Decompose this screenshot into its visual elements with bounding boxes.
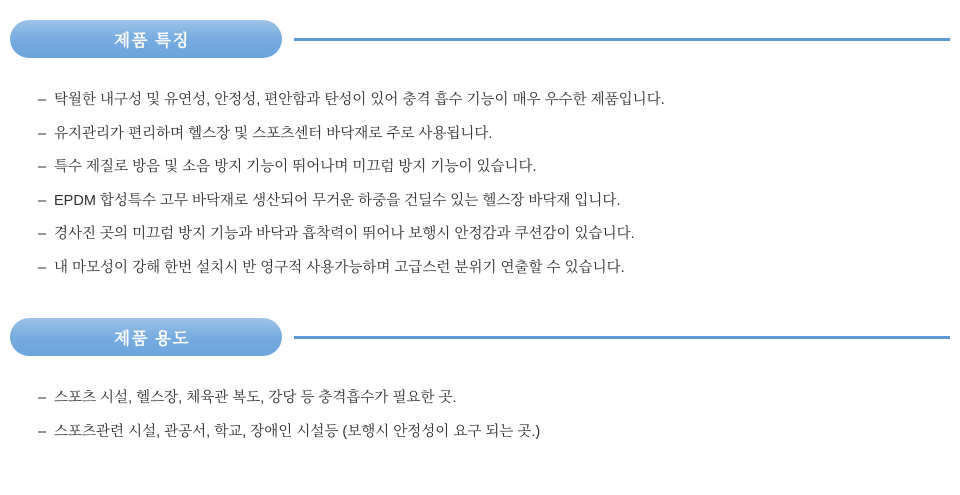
- heading-label-uses: 제품 용도: [114, 330, 190, 348]
- list-item-text: 탁월한 내구성 및 유연성, 안정성, 편안함과 탄성이 있어 충격 흡수 기능이 매우 우수한 제품입니다.: [54, 92, 665, 108]
- list-item-text: 유지관리가 편리하며 헬스장 및 스포츠센터 바닥재로 주로 사용됩니다.: [54, 125, 493, 142]
- heading-label-features: 제품 특징: [114, 32, 190, 50]
- section-heading-features: [10, 20, 950, 58]
- list-item: [38, 191, 950, 212]
- list-item: [38, 157, 950, 178]
- bullet-dash-icon: –: [38, 125, 47, 142]
- list-item-text: 특수 제질로 방음 및 소음 방지 기능이 뛰어나며 미끄럼 방지 기능이 있습니다.: [54, 159, 537, 176]
- list-item-text: 스포츠관련 시설, 관공서, 학교, 장애인 시설등 (보행시 안정성이 요구 되는 곳.): [54, 423, 541, 440]
- list-item: [38, 124, 950, 145]
- list-item-text: 내 마모성이 강해 한번 설치시 반 영구적 사용가능하며 고급스런 분위기 연출할 수 있습니다.: [54, 259, 625, 276]
- list-item: [38, 258, 950, 279]
- heading-pill-features: [10, 20, 282, 58]
- features-bullet-list: [10, 90, 950, 279]
- bullet-dash-icon: –: [38, 192, 47, 209]
- bullet-dash-icon: –: [38, 226, 47, 243]
- list-item: [38, 90, 950, 111]
- uses-bullet-list: [10, 388, 950, 443]
- list-item-text: 경사진 곳의 미끄럼 방지 기능과 바닥과 흡착력이 뛰어나 보행시 안정감과 쿠션감이 있습니다.: [54, 226, 635, 243]
- heading-pill-uses: [10, 318, 282, 356]
- section-product-uses: [10, 318, 950, 455]
- list-item: [38, 388, 950, 409]
- heading-rule-features: [294, 38, 950, 41]
- list-item-text: EPDM 합성특수 고무 바닥재로 생산되어 무거운 하중을 건딜수 있는 헬스장 바닥재 입니다.: [54, 192, 621, 209]
- bullet-dash-icon: –: [38, 423, 47, 440]
- bullet-dash-icon: –: [38, 92, 47, 108]
- section-product-features: [10, 20, 950, 291]
- bullet-dash-icon: –: [38, 259, 47, 276]
- list-item: [38, 224, 950, 245]
- section-heading-uses: [10, 318, 950, 356]
- list-item-text: 스포츠 시설, 헬스장, 체육관 복도, 강당 등 충격흡수가 필요한 곳.: [54, 390, 457, 406]
- heading-rule-uses: [294, 336, 950, 339]
- list-item: [38, 422, 950, 443]
- bullet-dash-icon: –: [38, 159, 47, 176]
- bullet-dash-icon: –: [38, 390, 47, 406]
